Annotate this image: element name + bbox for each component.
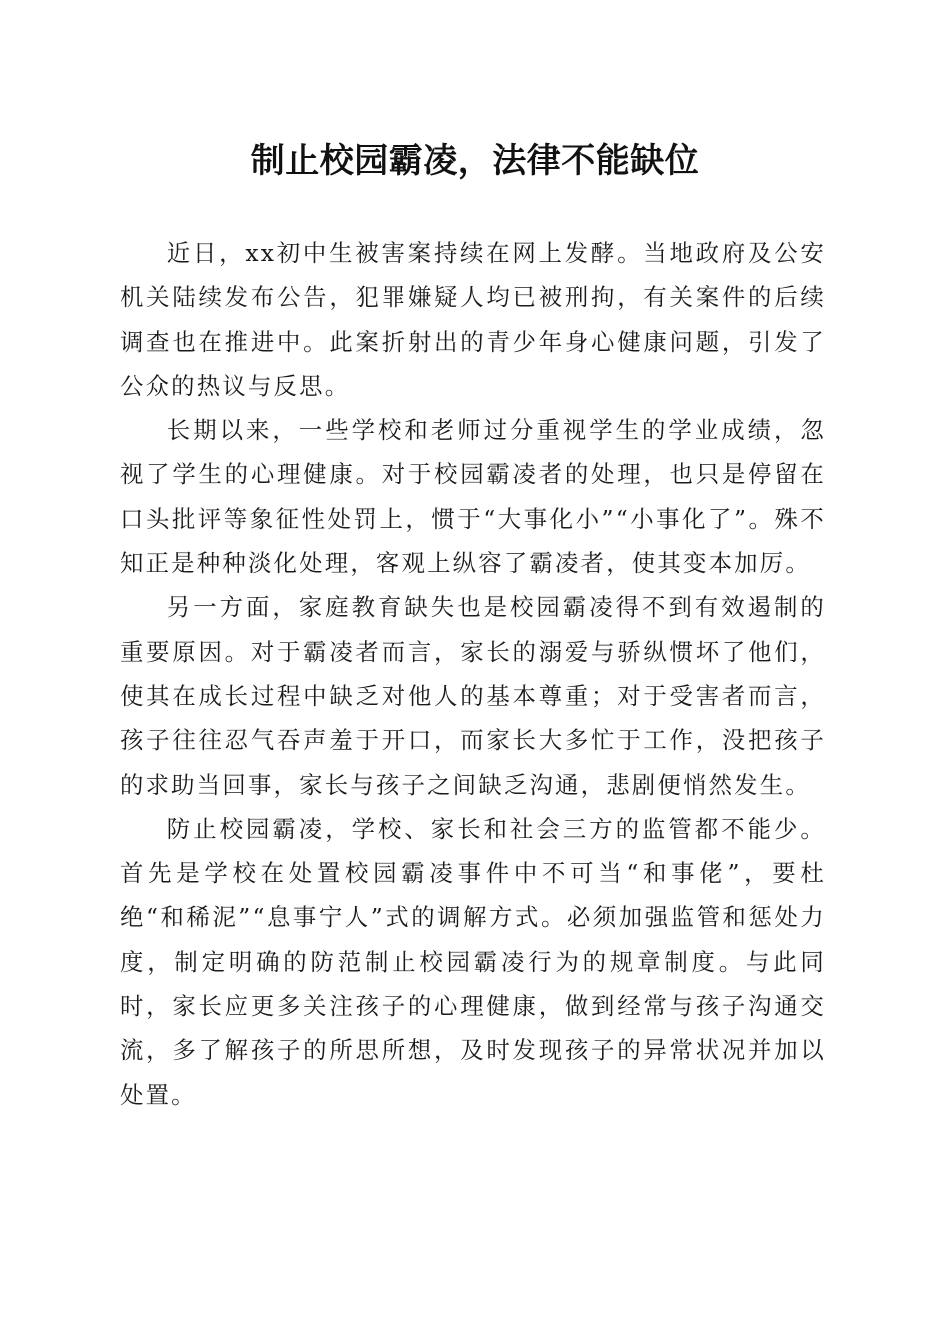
- document-body: [120, 231, 826, 1117]
- paragraph: 另一方面，家庭教育缺失也是校园霸凌得不到有效遏制的重要原因。对于霸凌者而言，家长的溺爱与骄纵惯坏了他们，使其在成长过程中缺乏对他人的基本尊重；对于受害者而言，孩子往往忍气吞声羞于开口，而家长大多忙于工作，没把孩子的求助当回事，家长与孩子之间缺乏沟通，悲剧便悄然发生。: [120, 593, 826, 799]
- paragraph: 长期以来，一些学校和老师过分重视学生的学业成绩，忽视了学生的心理健康。对于校园霸凌者的处理，也只是停留在口头批评等象征性处罚上，惯于“大事化小”“小事化了”。殊不知正是种种淡化处理，客观上纵容了霸凌者，使其变本加厉。: [120, 416, 826, 578]
- document-title: 制止校园霸凌，法律不能缺位: [250, 141, 700, 181]
- paragraph: 近日，xx初中生被害案持续在网上发酵。当地政府及公安机关陆续发布公告，犯罪嫌疑人均已被刑拘，有关案件的后续调查也在推进中。此案折射出的青少年身心健康问题，引发了公众的热议与反思。: [120, 239, 826, 400]
- paragraph: 防止校园霸凌，学校、家长和社会三方的监管都不能少。首先是学校在处置校园霸凌事件中不可当“和事佬”，要杜绝“和稀泥”“息事宁人”式的调解方式。必须加强监管和惩处力度，制定明确的防范制止校园霸凌行为的规章制度。与此同时，家长应更多关注孩子的心理健康，做到经常与孩子沟通交流，多了解孩子的所思所想，及时发现孩子的异常状况并加以处置。: [120, 814, 826, 1109]
